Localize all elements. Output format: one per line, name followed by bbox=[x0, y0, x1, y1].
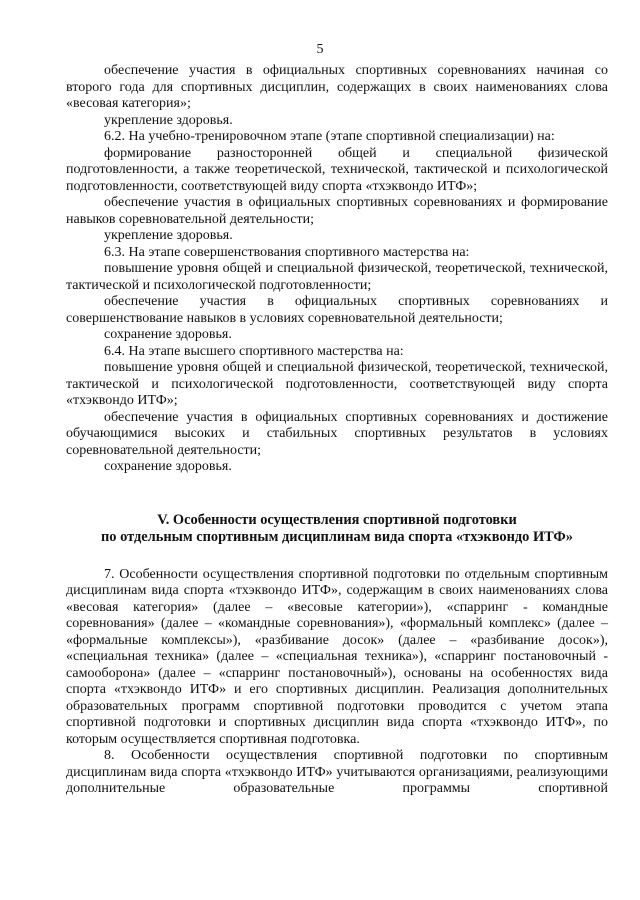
paragraph: повышение уровня общей и специальной физической, теоретической, технической, тактической и психологической подготовленности, соответствующей виду спорта «тхэквондо ИТФ»; bbox=[66, 360, 608, 408]
paragraph: сохранение здоровья. bbox=[104, 459, 232, 474]
paragraph: 7. Особенности осуществления спортивной подготовки по отдельным спортивным дисциплинам вида спорта «тхэквондо ИТФ», содержащим в своих наименованиях слова «весовая категория» (далее – «весовые категории»), «спарринг - командные соревнования» (далее – «командные соревнования»), «формальный комплекс» (далее – «формальные комплексы»), «разбивание досок» (далее – «разбивание досок»), «специальная техника» (далее – «специальная техника»), «спарринг постановочный - самооборона» (далее – «спарринг постановочный»), основаны на особенностях вида спорта «тхэквондо ИТФ» и его спортивных дисциплин. Реализация дополнительных образовательных программ спортивной подготовки проводится с учетом этапа спортивной подготовки и спортивных дисциплин вида спорта «тхэквондо ИТФ», по которым осуществляется спортивная подготовка. bbox=[66, 566, 608, 747]
section-heading bbox=[66, 512, 608, 546]
paragraph: укрепление здоровья. bbox=[104, 228, 233, 243]
paragraph: 6.4. На этапе высшего спортивного мастерства на: bbox=[104, 343, 404, 359]
paragraph: сохранение здоровья. bbox=[104, 327, 232, 342]
paragraph: укрепление здоровья. bbox=[104, 112, 233, 128]
paragraph: формирование разносторонней общей и специальной физической подготовленности, а также теоретической, технической, тактической и психологической подготовленности, соответствующей виду спорта «тхэквондо ИТФ»; bbox=[66, 145, 608, 194]
paragraph: повышение уровня общей и специальной физической, теоретической, технической, тактической и психологической подготовленности; bbox=[66, 261, 608, 293]
paragraph: 6.3. На этапе совершенствования спортивного мастерства на: bbox=[104, 244, 470, 260]
paragraph: обеспечение участия в официальных спортивных соревнованиях и формирование навыков соревновательной деятельности; bbox=[66, 195, 608, 227]
page-number: 5 bbox=[316, 42, 324, 57]
paragraph: 8. Особенности осуществления спортивной подготовки по спортивным дисциплинам вида спорта «тхэквондо ИТФ» учитываются организациями, реализующими дополнительные образовательные программы спортивной bbox=[66, 748, 608, 796]
section-heading-line-1: V. Особенности осуществления спортивной подготовки bbox=[157, 511, 517, 528]
paragraph: обеспечение участия в официальных спортивных соревнованиях и достижение обучающимися высоких и стабильных спортивных результатов в условиях соревновательной деятельности; bbox=[66, 409, 608, 458]
paragraph: обеспечение участия в официальных спортивных соревнованиях начиная со второго года для спортивных дисциплин, содержащих в своих наименованиях слова «весовая категория»; bbox=[66, 63, 608, 111]
document-body bbox=[66, 63, 608, 798]
paragraph: 6.2. На учебно-тренировочном этапе (этапе спортивной специализации) на: bbox=[104, 129, 555, 144]
section-heading-line-2: по отдельным спортивным дисциплинам вида спорта «тхэквондо ИТФ» bbox=[101, 528, 573, 545]
paragraph: обеспечение участия в официальных спортивных соревнованиях и совершенствование навыков в условиях соревновательной деятельности; bbox=[66, 294, 608, 326]
